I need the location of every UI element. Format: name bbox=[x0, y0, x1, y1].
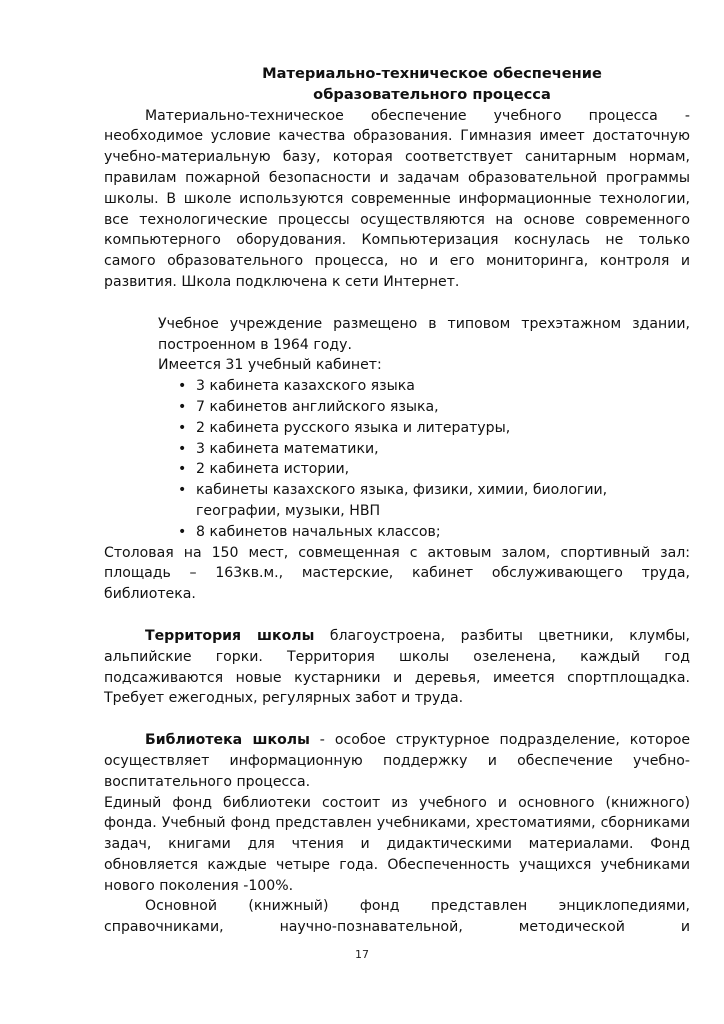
page-number: 17 bbox=[355, 948, 369, 961]
building-section bbox=[104, 314, 690, 543]
list-item: • 3 кабинета математики, bbox=[178, 439, 690, 460]
territory-paragraph bbox=[104, 626, 690, 709]
library-fund-paragraph: Единый фонд библиотеки состоит из учебного и основного (книжного) фонда. Учебный фонд представлен учебниками, хрестоматиями, сборниками задач, книгами для чтения и дидактическими материалами. Фонд обновляется каждые четыре года. Обеспеченность учащихся учебниками нового поколения -100%. bbox=[104, 794, 690, 894]
list-item: • 8 кабинетов начальных классов; bbox=[178, 522, 690, 543]
list-item: • 2 кабинета истории, bbox=[178, 459, 690, 480]
list-item: • 3 кабинета казахского языка bbox=[178, 376, 690, 397]
intro-paragraph: Материально-техническое обеспечение учебного процесса - необходимое условие качества образования. Гимназия имеет достаточную учебно-материальную базу, которая соответствует санитарным нормам, правилам пожарной безопасности и задачам образовательной программы школы. В школе используются современные информационные технологии, все технологические процессы осуществляются на основе современного компьютерного оборудования. Компьютеризация коснулась не только самого образовательного процесса, но и его мониторинга, контроля и развития. Школа подключена к сети Интернет. bbox=[104, 107, 690, 290]
title-line-1: Материально-техническое обеспечение bbox=[262, 65, 602, 82]
territory-heading: Территория школы bbox=[145, 627, 315, 644]
library-paragraph bbox=[104, 730, 690, 792]
list-item: • 7 кабинетов английского языка, bbox=[178, 397, 690, 418]
library-text: - особое структурное подразделение, которое осуществляет информационную поддержку и обеспечение учебно-воспитательного процесса. bbox=[104, 732, 690, 790]
list-item: • 2 кабинета русского языка и литературы, bbox=[178, 418, 690, 439]
library-heading: Библиотека школы bbox=[145, 732, 310, 749]
territory-text: благоустроена, разбиты цветники, клумбы, альпийские горки. Территория школы озеленена, каждый год подсаживаются новые кустарники и деревья, имеется спортплощадка. Требует ежегодных, регулярных забот и труда. bbox=[104, 627, 690, 707]
title-line-2: образовательного процесса bbox=[313, 85, 551, 103]
canteen-paragraph: Столовая на 150 мест, совмещенная с актовым залом, спортивный зал: площадь – 163кв.м., мастерские, кабинет обслуживающего труда, библиотека. bbox=[104, 544, 690, 603]
main-fund-paragraph: Основной (книжный) фонд представлен энциклопедиями, справочниками, научно-познавательной, методической и bbox=[104, 898, 690, 936]
building-text: Учебное учреждение размещено в типовом трехэтажном здании, построенном в 1964 году. bbox=[158, 315, 690, 353]
section-title bbox=[104, 64, 690, 106]
rooms-list bbox=[158, 376, 690, 542]
document-page bbox=[104, 64, 690, 938]
rooms-heading: Имеется 31 учебный кабинет: bbox=[158, 357, 382, 374]
list-item: • кабинеты казахского языка, физики, химии, биологии, географии, музыки, НВП bbox=[178, 480, 690, 522]
